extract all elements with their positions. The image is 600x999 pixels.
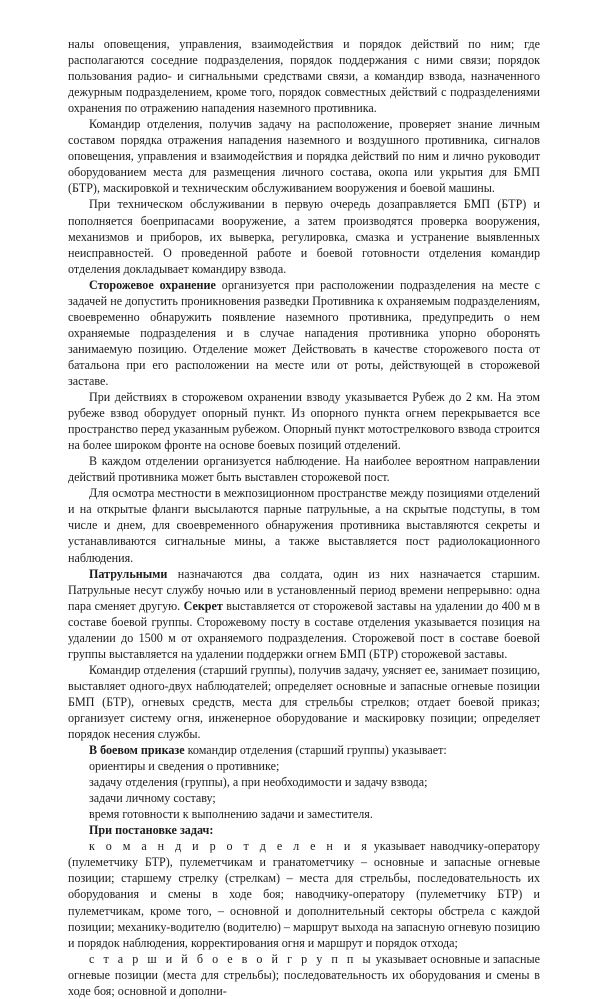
paragraph-guard-security-text: организуется при расположении подразделения на месте с задачей не допустить проникновения разведки Противника к охраняемым подразделениям, своевременно обнаружить появление наземного противника, предупредить о нем охраняемые подразделения и в случае нападения противника упорно оборонять занимаемую позицию. Отделение может Действовать в качестве сторожевого поста от батальона при его расположении на месте или от роты, действующей в сторожевой заставе.	[68, 277, 540, 388]
list-item-landmarks: ориентиры и сведения о противнике;	[89, 759, 280, 774]
paragraph-group-senior-indicates	[68, 951, 540, 999]
list-item-personnel-tasks: задачи личному составу;	[89, 791, 216, 806]
mid-term-secret: Секрет	[183, 598, 223, 613]
paragraph-continuation: налы оповещения, управления, взаимодействия и порядок действий по ним; где располагаются соседние подразделения, порядок поддержания с ними связи; порядок пользования радио- и сигнальными средствами связи, а командир взвода, назначенного дежурным подразделением, кроме того, порядок совместных действий с подразделениями охранения по отражению нападения наземного противника.	[68, 37, 540, 116]
spaced-lead-squad-commander: к о м а н д и р о т д е л е н и я	[89, 839, 369, 854]
list-item-readiness-time: время готовности к выполнению задачи и заместителя.	[89, 807, 373, 822]
paragraph-technical-service: При техническом обслуживании в первую очередь дозаправляется БМП (БТР) и пополняется боеприпасами вооружение, а затем производятся проверка вооружения, механизмов и приборов, их выверка, регулировка, смазка и устранение выявленных неисправностей. О проведенной работе и боевой готовности отделения командир отделения докладывает командиру взвода.	[68, 197, 540, 276]
list-heading-task-assignment-bold: При постановке задач:	[89, 823, 214, 838]
lead-term-guard-security: Сторожевое охранение	[89, 277, 216, 292]
paragraph-boundary-line: При действиях в сторожевом охранении взводу указывается Рубеж до 2 км. На этом рубеже взвод оборудует опорный пункт. Из опорного пункта огнем перекрывается все пространство перед указанным рубежом. Опорный пункт мотострелкового взвода строится на более широком фронте на основе боевых позиций отделений.	[68, 390, 540, 453]
paragraph-squad-commander-indicates	[68, 838, 540, 950]
paragraph-patrols-text-before: назначаются два солдата, один из них назначается старшим. Патрульные несут службу ночью или в установленный период времени непрерывно: одна пара сменяет другую.	[68, 566, 540, 613]
paragraph-patrols-text-after: выставляется от сторожевой заставы на удалении до 400 м в составе боевой группы. Сторожевому посту в составе отделения указывается позиция на удалении до 1500 м от охраняемого подразделения. Сторожевой пост в составе боевой группы выставляется на удалении поддержки огнем БМП (БТР) сторожевой заставы.	[68, 598, 540, 661]
list-heading-task-assignment	[68, 822, 540, 838]
paragraph-squad-commander-actions: Командир отделения (старший группы), получив задачу, уясняет ее, занимает позицию, выставляет одного-двух наблюдателей; определяет основные и запасные огневые позиции БМП (БТР), огневых средств, места для стрельбы стрелков; отдает боевой приказ; организует систему огня, инженерное оборудование и маскировку позиции; определяет порядок несения службы.	[68, 662, 540, 742]
paragraph-guard-security	[68, 277, 540, 389]
paragraph-commander-task: Командир отделения, получив задачу на расположение, проверяет знание личным составом порядка отражения нападения наземного и воздушного противника, сигналов оповещения, управления и взаимодействия и порядка действий по ним и лично руководит оборудованием места для размещения личного состава, окопа или укрытия для БМП (БТР), маскировкой и техническим обслуживанием вооружения и боевой машины.	[68, 117, 540, 196]
paragraph-group-senior-indicates-text: указывает основные и запасные огневые позиции (места для стрельбы); последовательность их оборудования и смены в ходе боя; основной и дополни-	[68, 951, 540, 998]
lead-term-patrols: Патрульными	[89, 566, 168, 581]
paragraph-observation: В каждом отделении организуется наблюдение. На наиболее вероятном направлении действий противника может быть выставлен сторожевой пост.	[68, 454, 540, 485]
list-heading-combat-order-bold: В боевом приказе	[89, 743, 185, 758]
spaced-lead-group-senior: с т а р ш и й б о е в о й г р у п п ы	[89, 951, 373, 966]
paragraph-squad-commander-indicates-text: указывает наводчику-оператору (пулеметчику БТР), пулеметчикам и гранатометчику – основные и запасные огневые позиции; старшему стрелку (стрелкам) – места для стрельбы, последовательность их оборудования и смены в ходе боя; наводчику-оператору (пулеметчику БТР) и пулеметчикам, кроме того, – основной и дополнительный секторы обстрела с каждой позиции; механику-водителю (водителю) – маршрут выхода на запасную огневую позицию и порядок наблюдения, корректирования огня и маршрут и порядок отхода;	[68, 839, 540, 950]
list-heading-combat-order-text: командир отделения (старший группы) указывает:	[184, 743, 447, 758]
paragraph-terrain-inspection: Для осмотра местности в межпозиционном пространстве между позициями отделений и на открытые фланги высылаются парные патрульные, а на скрытые подступы, в том числе и днем, для своевременного обнаружения противника выставляются секреты и устанавливаются сигнальные мины, а также выставляется пост радиолокационного наблюдения.	[68, 486, 540, 565]
list-item-squad-task: задачу отделения (группы), а при необходимости и задачу взвода;	[89, 775, 428, 790]
list-heading-combat-order	[68, 742, 540, 758]
paragraph-patrols	[68, 566, 540, 662]
document-text-block	[68, 36, 540, 999]
